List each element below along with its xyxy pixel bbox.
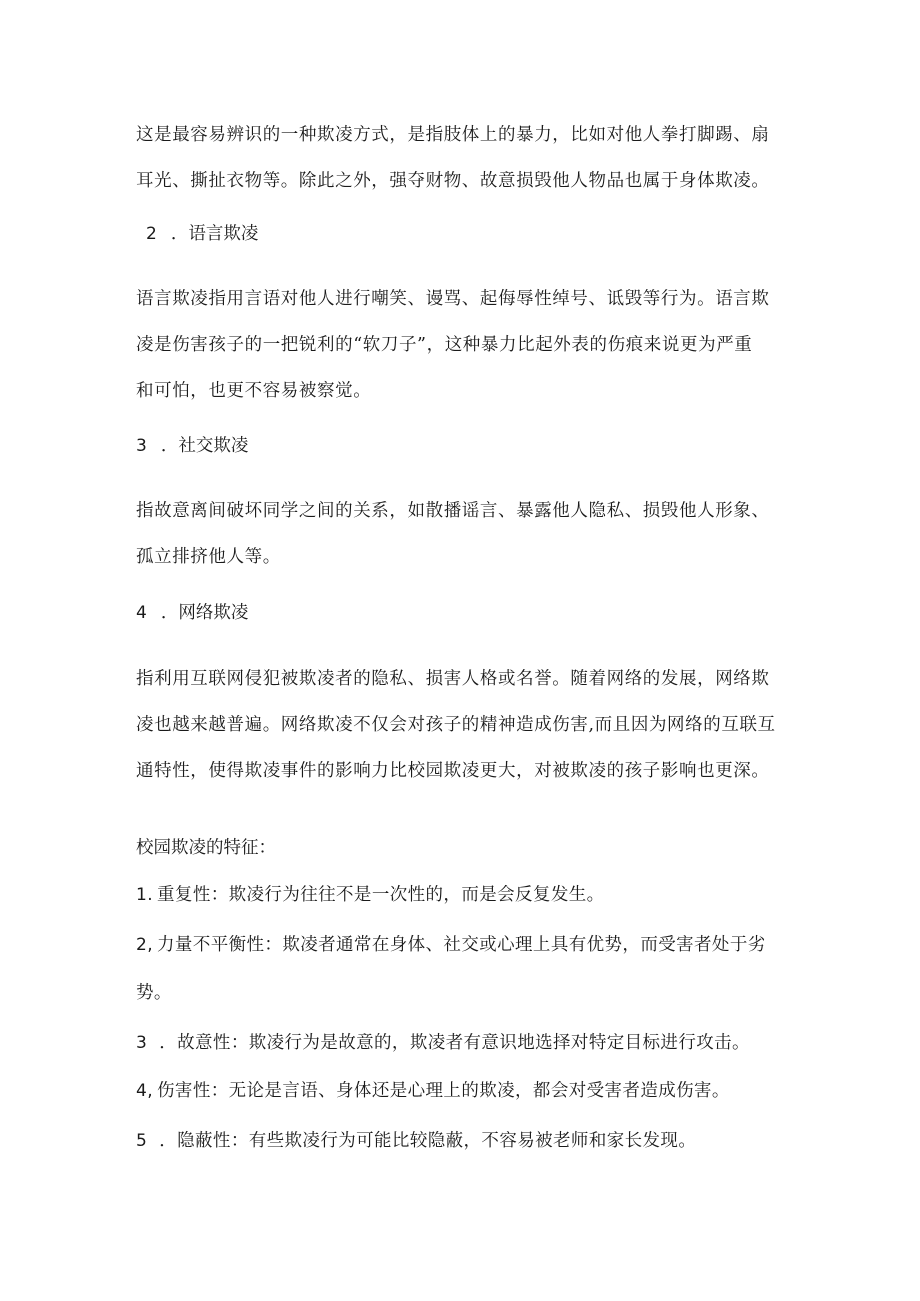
feature-text: 伤害性：无论是言语、身体还是心理上的欺凌，都会对受害者造成伤害。 [157,1081,730,1101]
paragraph-social-bullying [136,488,796,580]
features-title: 校园欺凌的特征： [136,838,276,858]
heading-social-bullying [136,431,248,461]
feature-number: 3 [136,1033,148,1053]
text-line: 指故意离间破坏同学之间的关系，如散播谣言、暴露他人隐私、损毁他人形象、 [136,501,770,521]
heading-number: 2 [146,224,157,244]
feature-item [136,1068,796,1114]
paragraph-physical-bullying [136,112,796,204]
heading-text: ．语言欺凌 [170,224,259,244]
heading-number: 4 [136,603,147,623]
text-line: 凌是伤害孩子的一把锐利的“软刀子”，这种暴力比起外表的伤痕来说更为严重 [136,335,753,355]
feature-number: 5 [136,1131,148,1151]
feature-number: 1. [136,885,154,905]
text-line: 这是最容易辨识的一种欺凌方式，是指肢体上的暴力，比如对他人拳打脚踢、扇 [136,125,770,145]
heading-verbal-bullying [146,219,258,249]
feature-text: 重复性：欺凌行为往往不是一次性的，而是会反复发生。 [157,885,605,905]
text-line: 孤立排挤他人等。 [136,547,281,567]
text-line: 语言欺凌指用言语对他人进行嘲笑、谩骂、起侮辱性绰号、诋毁等行为。语言欺 [136,289,770,309]
feature-text: ．故意性：欺凌行为是故意的，欺凌者有意识地选择对特定目标进行攻击。 [159,1033,750,1053]
feature-item-continuation [136,970,796,1016]
feature-item [136,1020,796,1066]
text-line: 通特性，使得欺凌事件的影响力比校园欺凌更大，对被欺凌的孩子影响也更深。 [136,761,770,781]
feature-text: 力量不平衡性：欺凌者通常在身体、社交或心理上具有优势，而受害者处于劣 [157,935,766,955]
paragraph-cyber-bullying [136,656,796,794]
text-line: 耳光、撕扯衣物等。除此之外，强夺财物、故意损毁他人物品也属于身体欺凌。 [136,171,770,191]
heading-cyber-bullying [136,598,248,628]
feature-number: 2, [136,935,154,955]
feature-item [136,872,796,918]
feature-number: 4, [136,1081,154,1101]
heading-text: ．社交欺凌 [160,436,249,456]
feature-text: ．隐蔽性：有些欺凌行为可能比较隐蔽，不容易被老师和家长发现。 [159,1131,697,1151]
paragraph-verbal-bullying [136,276,796,414]
text-line: 凌也越来越普遍。网络欺凌不仅会对孩子的精神造成伤害,而且因为网络的互联互 [136,715,776,735]
feature-item [136,1118,796,1164]
heading-number: 3 [136,436,147,456]
heading-text: ．网络欺凌 [160,603,249,623]
feature-item [136,922,796,968]
text-line: 指利用互联网侵犯被欺凌者的隐私、损害人格或名誉。随着网络的发展，网络欺 [136,669,770,689]
text-line: 和可怕，也更不容易被察觉。 [136,381,372,401]
feature-text: 势。 [136,983,172,1003]
